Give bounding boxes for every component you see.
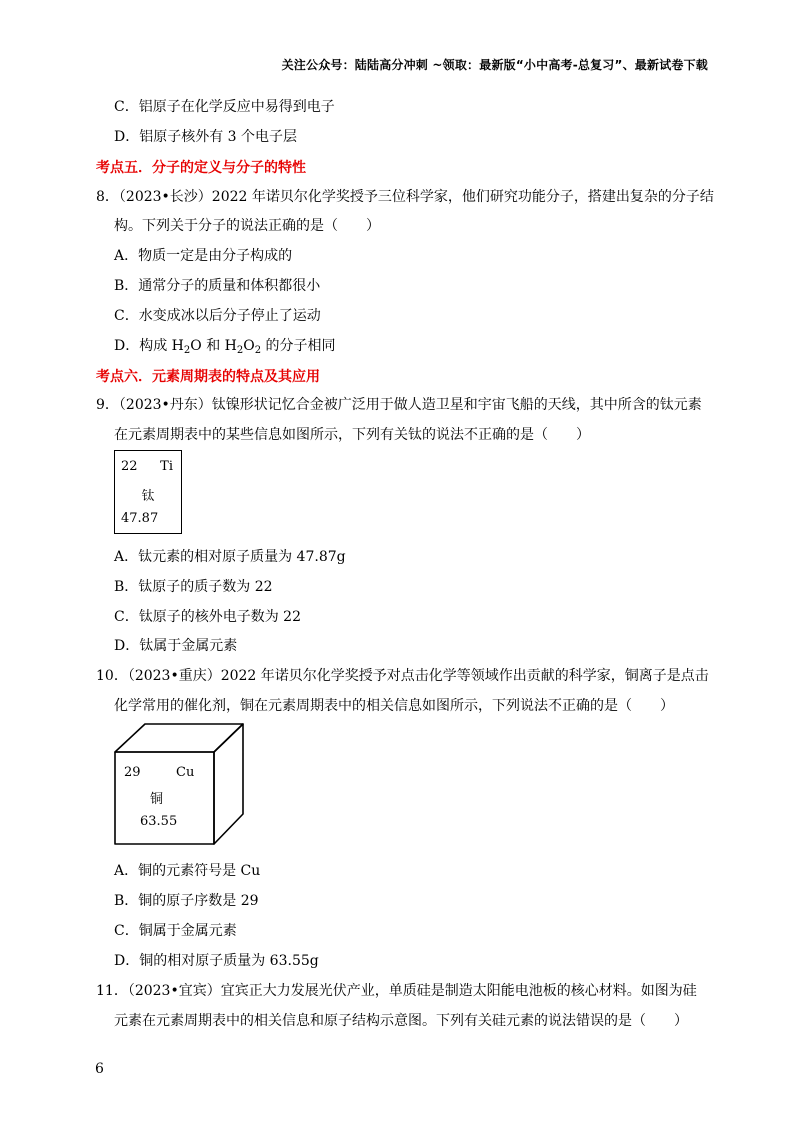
page-number: 6 (95, 1061, 104, 1077)
titanium-element-card (114, 450, 182, 534)
element-symbol: Ti (160, 459, 173, 474)
element-symbol: Cu (176, 765, 195, 780)
q8-d-pre: D．构成 H (114, 338, 184, 354)
q8-stem-line1: 8．（2023•长沙）2022 年诺贝尔化学奖授予三位科学家，他们研究功能分子，搭建出复杂的分子结 (96, 189, 714, 205)
q8-d-sub2: 2 (236, 345, 244, 356)
q7-option-d: D．铝原子核外有 3 个电子层 (114, 129, 298, 145)
q9-stem-line1: 9．（2023•丹东）钛镍形状记忆合金被广泛用于做人造卫星和宇宙飞船的天线，其中所含的钛元素 (96, 397, 702, 413)
q10-option-d: D．铜的相对原子质量为 63.55g (114, 953, 319, 969)
q8-d-mid: O 和 H (190, 338, 237, 354)
q7-option-c: C．铝原子在化学反应中易得到电子 (114, 99, 335, 115)
q8-option-d (114, 336, 336, 356)
atomic-mass: 63.55 (140, 814, 178, 829)
q8-d-sub1: 2 (183, 345, 191, 356)
q10-option-a: A．铜的元素符号是 Cu (114, 863, 261, 879)
q9-option-a: A．钛元素的相对原子质量为 47.87g (114, 549, 346, 565)
q9-option-d: D．钛属于金属元素 (114, 638, 238, 654)
element-name: 铜 (150, 792, 164, 807)
cube-outline (114, 722, 244, 846)
q8-stem-line2: 构。下列关于分子的说法正确的是（ ） (114, 218, 380, 234)
q10-option-c: C．铜属于金属元素 (114, 923, 237, 939)
q9-stem-line2: 在元素周期表中的某些信息如图所示，下列有关钛的说法不正确的是（ ） (114, 427, 590, 443)
q8-option-b: B．通常分子的质量和体积都很小 (114, 278, 321, 294)
q10-option-b: B．铜的原子序数是 29 (114, 893, 259, 909)
q11-stem-line2: 元素在元素周期表中的相关信息和原子结构示意图。下列有关硅元素的说法错误的是（ ） (114, 1013, 688, 1029)
q11-stem-line1: 11．（2023•宜宾）宜宾正大力发展光伏产业，单质硅是制造太阳能电池板的核心材料。如图为硅 (96, 983, 697, 999)
q9-option-b: B．钛原子的质子数为 22 (114, 579, 273, 595)
element-name: 钛 (141, 489, 155, 504)
q8-d-sub3: 2 (254, 345, 262, 356)
atomic-mass: 47.87 (121, 511, 159, 526)
q8-d-post: 的分子相同 (261, 338, 336, 354)
atomic-number: 29 (124, 765, 141, 780)
copper-element-cube (114, 722, 244, 846)
q9-option-c: C．钛原子的核外电子数为 22 (114, 609, 301, 625)
q10-stem-line2: 化学常用的催化剂，铜在元素周期表中的相关信息如图所示，下列说法不正确的是（ ） (114, 698, 674, 714)
section-heading-5: 考点五．分子的定义与分子的特性 (96, 160, 306, 176)
page-header: 关注公众号：陆陆高分冲刺 ~领取：最新版“小中高考-总复习”、最新试卷下载 (281, 58, 708, 72)
q8-d-mid2: O (243, 338, 255, 354)
atomic-number: 22 (121, 459, 138, 474)
q10-stem-line1: 10．（2023•重庆）2022 年诺贝尔化学奖授予对点击化学等领域作出贡献的科学家，铜离子是点击 (96, 668, 709, 684)
q8-option-a: A．物质一定是由分子构成的 (114, 248, 293, 264)
section-heading-6: 考点六．元素周期表的特点及其应用 (96, 369, 320, 385)
q8-option-c: C．水变成冰以后分子停止了运动 (114, 308, 321, 324)
